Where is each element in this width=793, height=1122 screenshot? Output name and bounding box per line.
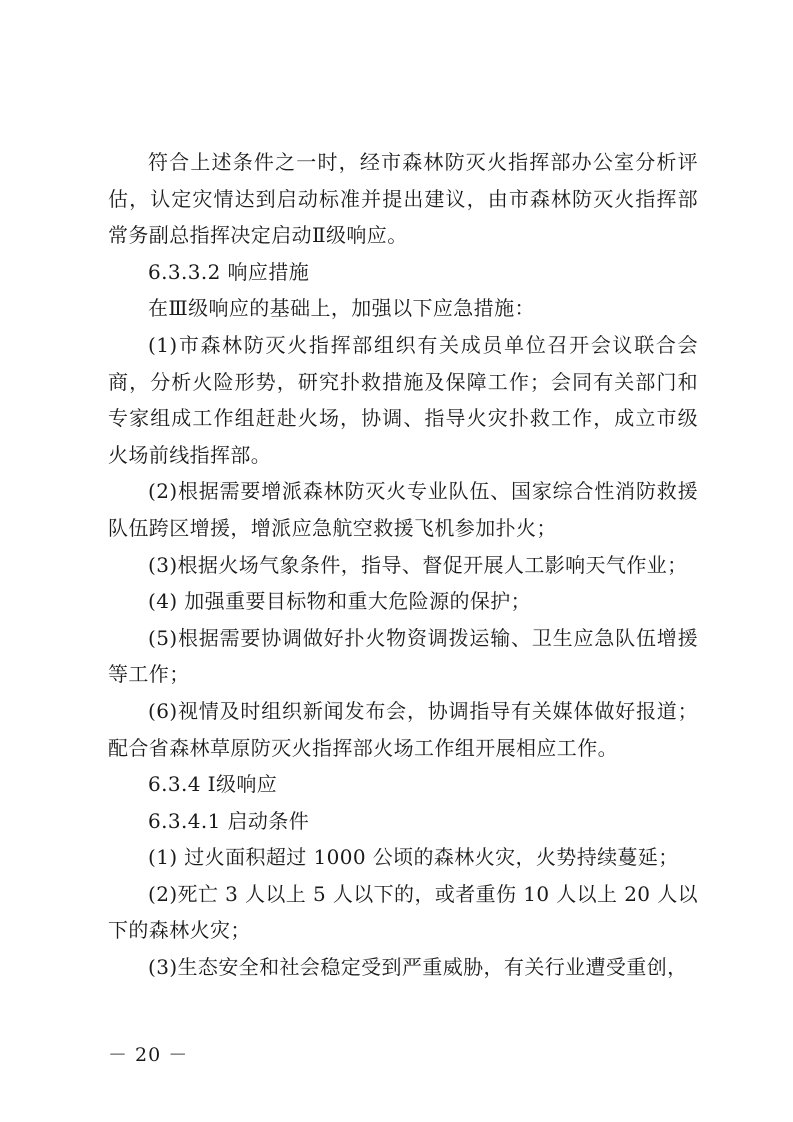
list-item-condition-3: (3)生态安全和社会稳定受到严重威胁，有关行业遭受重创， [148, 955, 688, 980]
list-item-condition-2: (2)死亡 3 人以上 5 人以下的，或者重伤 10 人以上 20 人以下的森林火灾； [108, 881, 698, 943]
section-heading-6-3-4: 6.3.4 Ⅰ级响应 [148, 772, 278, 797]
paragraph-activation-decision: 符合上述条件之一时，经市森林防灭火指挥部办公室分析评估，认定灾情达到启动标准并提出建议，由市森林防灭火指挥部常务副总指挥决定启动Ⅱ级响应。 [108, 150, 698, 248]
list-item-measure-2: (2)根据需要增派森林防灭火专业队伍、国家综合性消防救援队伍跨区增援，增派应急航空救援飞机参加扑火； [108, 479, 698, 540]
paragraph-intro-measures: 在Ⅲ级响应的基础上，加强以下应急措施： [148, 296, 535, 321]
list-item-measure-3: (3)根据火场气象条件，指导、督促开展人工影响天气作业； [148, 552, 688, 577]
list-item-measure-5: (5)根据需要协调做好扑火物资调拨运输、卫生应急队伍增援等工作； [108, 625, 698, 687]
list-item-condition-1: (1) 过火面积超过 1000 公顷的森林火灾，火势持续蔓延； [148, 845, 679, 870]
list-item-measure-1: (1)市森林防灭火指挥部组织有关成员单位召开会议联合会商，分析火险形势，研究扑救措施及保障工作；会同有关部门和专家组成工作组赶赴火场，协调、指导火灾扑救工作，成立市级火场前线指挥部。 [108, 332, 698, 467]
section-heading-6-3-3-2: 6.3.3.2 响应措施 [148, 259, 310, 284]
list-item-measure-6: (6)视情及时组织新闻发布会，协调指导有关媒体做好报道；配合省森林草原防灭火指挥部火场工作组开展相应工作。 [108, 698, 698, 760]
section-heading-6-3-4-1: 6.3.4.1 启动条件 [148, 808, 310, 833]
page-number: － 20 － [108, 1044, 189, 1066]
list-item-measure-4: (4) 加强重要目标物和重大危险源的保护； [148, 589, 532, 614]
document-body [108, 144, 698, 986]
